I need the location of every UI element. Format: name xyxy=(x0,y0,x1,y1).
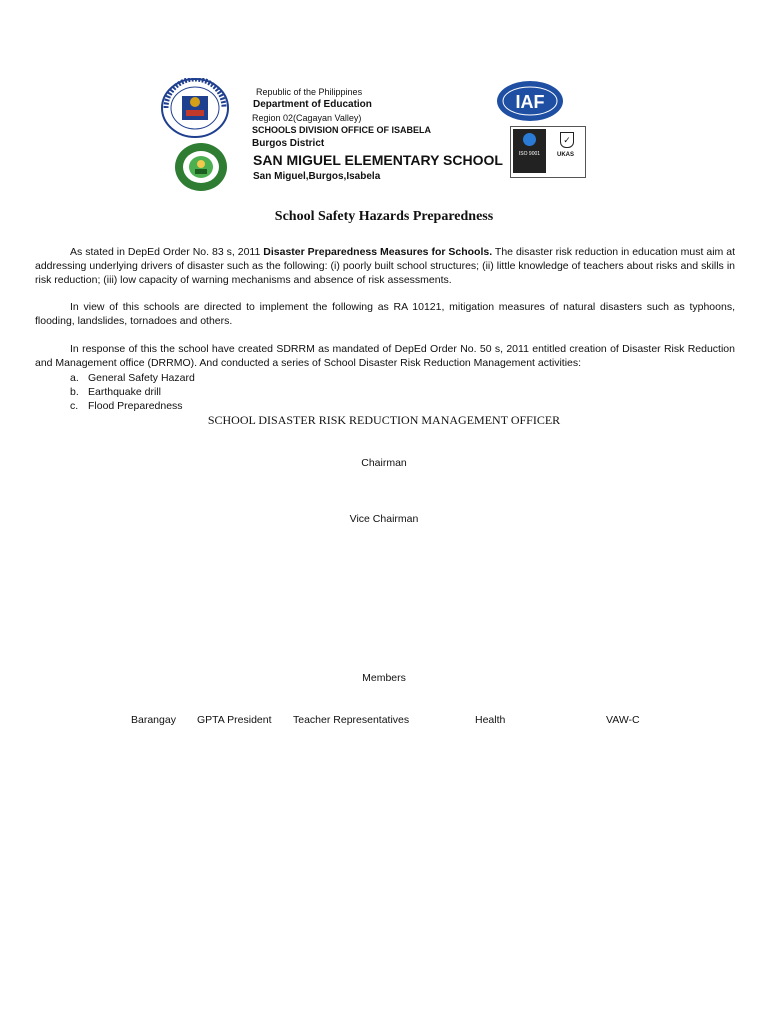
iaf-logo-text: IAF xyxy=(515,92,545,112)
list-item-text: General Safety Hazard xyxy=(88,372,195,384)
chairman-label: Chairman xyxy=(361,457,407,469)
officers-section-title: SCHOOL DISASTER RISK REDUCTION MANAGEMENT OFFICER xyxy=(207,413,561,427)
paragraph-ra-10121 xyxy=(35,300,735,328)
list-item xyxy=(70,371,195,385)
header-division: SCHOOLS DIVISION OFFICE OF ISABELA xyxy=(252,125,432,135)
paragraph-deped-order-50 xyxy=(35,342,735,370)
members-label: Members xyxy=(362,672,406,684)
school-green-seal-logo xyxy=(174,142,228,192)
list-item-text: Earthquake drill xyxy=(88,386,161,398)
header-republic: Republic of the Philippines xyxy=(256,87,363,97)
header-address: San Miguel,Burgos,Isabela xyxy=(253,171,381,182)
member-health: Health xyxy=(475,714,506,726)
iso-ukas-certification-logo xyxy=(510,126,586,178)
paragraph-deped-order-83 xyxy=(35,245,735,287)
header-school-name: SAN MIGUEL ELEMENTARY SCHOOL xyxy=(253,152,503,168)
ukas-badge xyxy=(549,129,582,173)
checkmark-crown-icon: ✓ xyxy=(560,132,574,148)
member-teacher-representatives: Teacher Representatives xyxy=(293,714,410,726)
document-title: School Safety Hazards Preparedness xyxy=(274,209,494,224)
member-vaw-c: VAW-C xyxy=(606,714,640,726)
iso-9001-badge xyxy=(513,129,546,173)
list-item-text: Flood Preparedness xyxy=(88,400,183,412)
vice-chairman-label: Vice Chairman xyxy=(349,513,419,525)
member-barangay: Barangay xyxy=(131,714,176,726)
header-department: Department of Education xyxy=(253,99,372,110)
member-gpta-president: GPTA President xyxy=(197,714,272,726)
list-item xyxy=(70,399,195,413)
p1-text-end: The disaster risk reduction in education must aim at addressing underlying drivers of disaster such as the following: (i) poorly built school structures; (ii) little knowledge of teachers about risks and skills in risk reduction; (iii) low capacity of warning mechanisms and absence of risk assessments. xyxy=(35,246,736,286)
p3-text: In response of this the school have created SDRRM as mandated of DepEd Order No. 50 s, 2011 entitled creation of Disaster Risk Reduction and Management office (DRRMO). And conducted a series of School Disaster Risk Reduction Management activities: xyxy=(35,343,735,369)
activities-list xyxy=(70,371,195,413)
header-district: Burgos District xyxy=(252,138,325,149)
p2-text: In view of this schools are directed to implement the following as RA 10121, mitigation measures of natural disasters such as typhoons, flooding, landslides, tornadoes and others. xyxy=(35,301,735,327)
iso-label: ISO 9001 xyxy=(518,151,541,157)
deped-seal-logo xyxy=(160,78,230,138)
iaf-logo xyxy=(496,80,564,122)
header-region: Region 02(Cagayan Valley) xyxy=(252,113,362,123)
p1-bold-title: Disaster Preparedness Measures for Schools. xyxy=(263,246,493,258)
list-item-letter: a. xyxy=(70,372,79,384)
p1-text-start: As stated in DepEd Order No. 83 s, 2011 xyxy=(70,246,264,258)
ukas-label: UKAS xyxy=(556,152,574,158)
list-item-letter: b. xyxy=(70,386,79,398)
list-item xyxy=(70,385,195,399)
iso-circle-icon xyxy=(523,133,536,146)
list-item-letter: c. xyxy=(70,400,79,412)
